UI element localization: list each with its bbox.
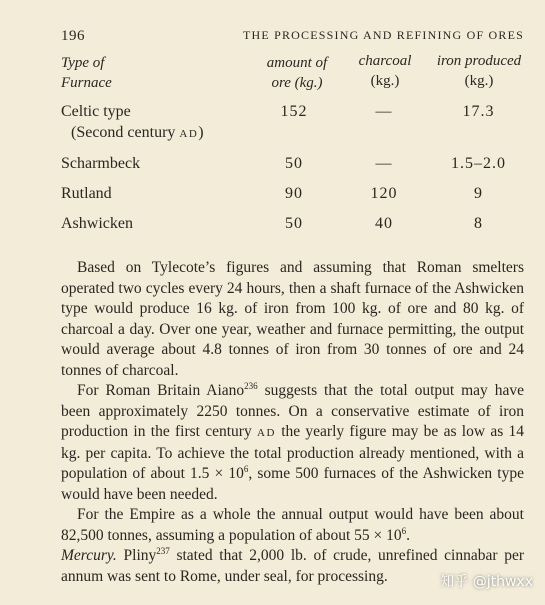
furnace-subtitle: (Second century AD)	[71, 124, 204, 141]
charcoal-amount: —	[375, 155, 393, 172]
charcoal-amount: —	[375, 103, 393, 120]
body-text	[61, 258, 524, 587]
ore-amount: 50	[285, 215, 303, 232]
watermark: 知乎 @jthwxx	[440, 574, 533, 590]
header-type	[61, 53, 112, 93]
furnace-type: Rutland	[61, 185, 112, 202]
iron-amount: 9	[474, 185, 483, 202]
furnace-type: Celtic type	[61, 103, 131, 120]
paragraph: For Roman Britain Aiano$^{236}$ suggests that the total output may have been approximately 2250 tonnes. On a conservative estimate of iron production in the first century AD the yearly figure may be as low as 14 kg. per capita. To achieve the total production already mentioned, with a population of about $1.5 \times 10^6$, some 500 furnaces of the Ashwicken type would have been needed.	[61, 380, 525, 503]
table-row	[61, 180, 531, 210]
footnote-ref: 237	[156, 545, 170, 556]
charcoal-amount: 40	[375, 215, 393, 232]
furnace-type: Ashwicken	[61, 215, 133, 232]
table-row	[61, 98, 531, 150]
header-iron-line1: iron produced	[436, 53, 522, 69]
page-number: 196	[61, 28, 85, 44]
paragraph: Based on Tylecote’s figures and assuming that Roman smelters operated two cycles every 24 hours, then a shaft furnace of the Ashwicken type would produce 16 kg. of iron from 100 kg. of ore and 80 kg. of charcoal a day. Over one year, weather and furnace permitting, the output would average about 4.8 tonnes of iron from 30 tonnes of ore and 24 tonnes of charcoal.	[61, 259, 524, 379]
header-type-line2: Furnace	[61, 75, 112, 91]
section-label: Mercury.	[61, 547, 117, 564]
page-header	[61, 24, 524, 46]
header-ore-line2: ore (kg.)	[271, 75, 323, 91]
paragraph: For the Empire as a whole the annual output would have been about 82,500 tonnes, assuming a population of about $55 \times 10^6$.	[61, 506, 524, 544]
ore-amount: 90	[285, 185, 303, 202]
table-header	[61, 50, 531, 98]
charcoal-amount: 120	[370, 185, 398, 202]
header-ore-line1: amount of	[266, 55, 328, 71]
table-row	[61, 150, 531, 180]
furnace-table	[61, 50, 531, 240]
footnote-ref: 236	[244, 380, 258, 391]
header-charcoal-line1: charcoal	[358, 53, 412, 69]
header-type-line1: Type of	[61, 55, 105, 71]
header-charcoal-line2: (kg.)	[370, 73, 400, 89]
ore-amount: 50	[285, 155, 303, 172]
furnace-type: Scharmbeck	[61, 155, 141, 172]
iron-amount: 8	[474, 215, 483, 232]
table-row	[61, 210, 531, 240]
running-title: THE PROCESSING AND REFINING OF ORES	[242, 28, 524, 42]
header-iron	[433, 51, 525, 91]
header-charcoal	[355, 51, 415, 91]
iron-amount: 17.3	[462, 103, 495, 120]
paragraph: Mercury. Pliny$^{237}$ stated that 2,000 lb. of crude, unrefined cinnabar per annum was sent to Rome, under seal, for processing.	[61, 545, 524, 585]
iron-amount: 1.5–2.0	[451, 155, 506, 172]
ore-amount: 152	[280, 103, 308, 120]
header-ore	[264, 53, 330, 93]
header-iron-line2: (kg.)	[464, 73, 494, 89]
